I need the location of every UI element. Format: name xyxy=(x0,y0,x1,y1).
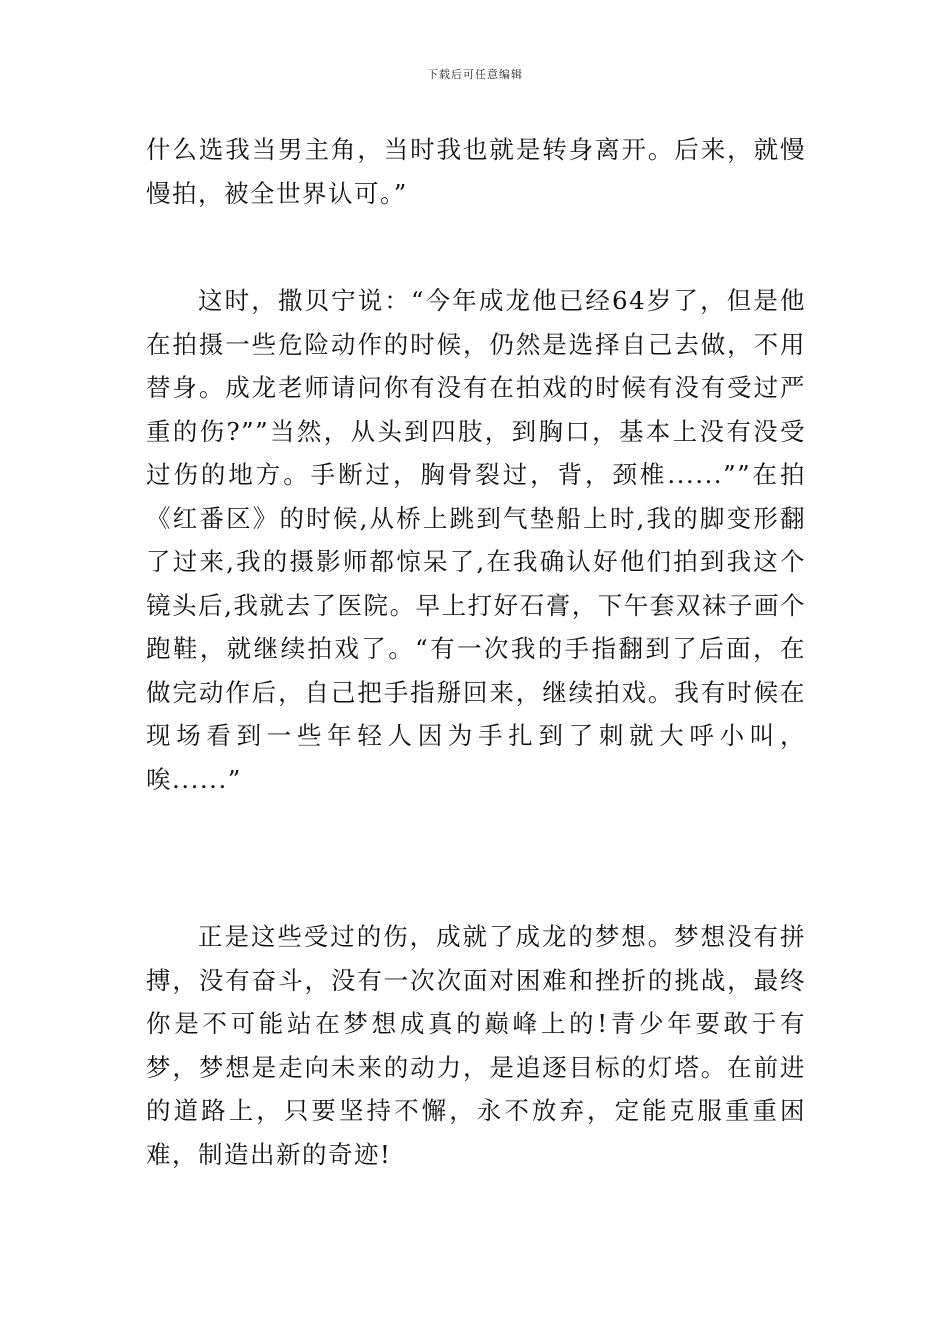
paragraph-2: 这时，撒贝宁说：“今年成龙他已经64岁了，但是他在拍摄一些危险动作的时候，仍然是选择自己去做，不用替身。成龙老师请问你有没有在拍戏的时候有没有受过严重的伤?””当然，从头到四肢，到胸口，基本上没有没受过伤的地方。手断过，胸骨裂过，背，颈椎......””在拍《红番区》的时候,从桥上跳到气垫船上时,我的脚变形翻了过来,我的摄影师都惊呆了,在我确认好他们拍到我这个镜头后,我就去了医院。早上打好石膏，下午套双袜子画个跑鞋，就继续拍戏了。“有一次我的手指翻到了后面，在做完动作后，自己把手指掰回来，继续拍戏。我有时候在现场看到一些年轻人因为手扎到了刺就大呼小叫，唉......” xyxy=(146,286,806,794)
paragraph-1: 什么选我当男主角，当时我也就是转身离开。后来，就慢慢拍，被全世界认可。” xyxy=(146,135,806,208)
paragraph-3: 正是这些受过的伤，成就了成龙的梦想。梦想没有拼搏，没有奋斗，没有一次次面对困难和挫折的挑战，最终你是不可能站在梦想成真的巅峰上的!青少年要敢于有梦，梦想是走向未来的动力，是追逐目标的灯塔。在前进的道路上，只要坚持不懈，永不放弃，定能克服重重困难，制造出新的奇迹! xyxy=(146,922,806,1169)
page-header: 下载后可任意编辑 xyxy=(427,68,523,81)
